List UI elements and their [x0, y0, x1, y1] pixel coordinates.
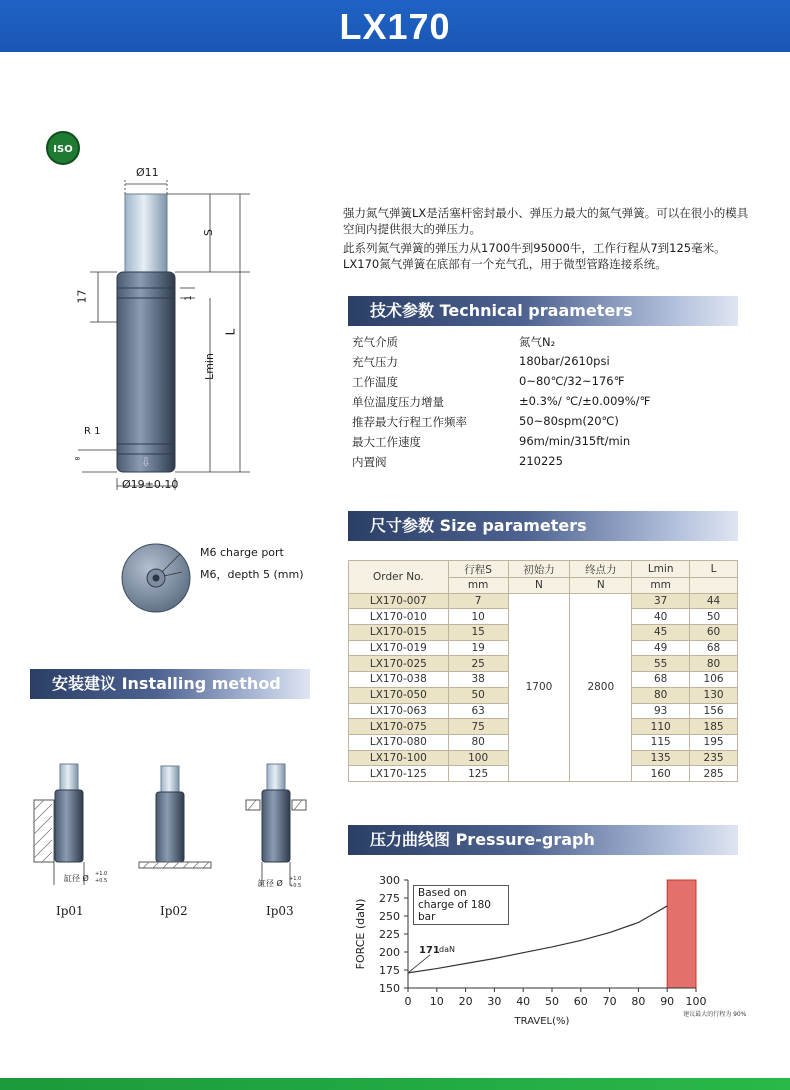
unit-cell: N: [508, 578, 570, 594]
unit-cell: [690, 578, 738, 594]
order-cell: LX170-007: [349, 593, 449, 609]
x-tick-label: 30: [487, 995, 502, 1008]
order-cell: LX170-075: [349, 719, 449, 735]
port-depth-label: M6，depth 5 (mm): [200, 568, 304, 581]
unit-cell: mm: [448, 578, 508, 594]
stroke-cell: 19: [448, 640, 508, 656]
tech-row: [352, 394, 732, 414]
bore-tol-bottom: +0.5: [95, 878, 108, 884]
lmin-cell: 40: [632, 609, 690, 625]
start-value-label: 171: [419, 944, 440, 956]
stroke-cell: 63: [448, 703, 508, 719]
bore-tol-top: +1.0: [95, 871, 108, 877]
tech-value: 210225: [519, 454, 563, 468]
intro-text: [343, 205, 753, 275]
tech-key: 工作温度: [352, 375, 398, 389]
tech-key: 充气介质: [352, 335, 398, 349]
dim-s: S: [201, 229, 215, 236]
bore-label: 缸径 Ø: [64, 874, 89, 883]
stroke-cell: 75: [448, 719, 508, 735]
stroke-cell: 7: [448, 593, 508, 609]
svg-text:⇩: ⇩: [140, 455, 152, 469]
col-header-initial-force: 初始力: [508, 561, 570, 578]
size-table: [348, 560, 738, 782]
tech-value: 0~80℃/32~176℉: [519, 374, 625, 388]
dim-1: 1: [183, 295, 194, 301]
stroke-cell: 100: [448, 750, 508, 766]
x-tick-label: 10: [429, 995, 444, 1008]
tech-key: 充气压力: [352, 355, 398, 369]
col-header-stroke: 行程S: [448, 561, 508, 578]
charge-port-view: [118, 540, 198, 620]
footer-bar: [0, 1078, 790, 1090]
l-cell: 285: [690, 766, 738, 782]
order-cell: LX170-080: [349, 734, 449, 750]
stroke-cell: 50: [448, 687, 508, 703]
col-header-l: L: [690, 561, 738, 578]
install-diagram-ip02: [135, 760, 225, 870]
order-cell: LX170-010: [349, 609, 449, 625]
lmin-cell: 93: [632, 703, 690, 719]
intro-paragraph: 强力氮气弹簧LX是活塞杆密封最小、弹压力最大的氮气弹簧。可以在很小的模具空间内提供很大的弹压力。: [343, 206, 749, 236]
lmin-cell: 115: [632, 734, 690, 750]
y-tick-label: 175: [379, 964, 400, 977]
lmin-cell: 55: [632, 656, 690, 672]
section-header-install: 安装建议 Installing method: [30, 669, 310, 699]
l-cell: 80: [690, 656, 738, 672]
table-row: [349, 593, 738, 609]
order-cell: LX170-125: [349, 766, 449, 782]
lmin-cell: 160: [632, 766, 690, 782]
lmin-cell: 37: [632, 593, 690, 609]
intro-paragraph: 此系列氮气弹簧的弹压力从1700牛到95000牛，工作行程从7到125毫米。LX170氮气弹簧在底部有一个充气孔，用于微型管路连接系统。: [343, 241, 726, 271]
section-header-graph: 压力曲线图 Pressure-graph: [348, 825, 738, 855]
stroke-cell: 10: [448, 609, 508, 625]
install-label-ip03: Ip03: [266, 904, 294, 918]
tech-key: 最大工作速度: [352, 435, 421, 449]
dim-small: 8: [74, 456, 82, 461]
unit-cell: mm: [632, 578, 690, 594]
y-tick-label: 300: [379, 874, 400, 887]
install-label-ip01: Ip01: [56, 904, 84, 918]
l-cell: 156: [690, 703, 738, 719]
start-value-unit: daN: [439, 944, 455, 954]
bore-tol-top: +1.0: [289, 876, 302, 882]
y-tick-label: 150: [379, 982, 400, 995]
x-tick-label: 70: [602, 995, 617, 1008]
page-title: LX170: [339, 6, 451, 47]
pressure-graph: [340, 868, 747, 1038]
dim-r1: R 1: [84, 426, 101, 437]
tech-row: [352, 434, 732, 454]
dim-top-diameter: Ø11: [136, 166, 159, 179]
tech-row: [352, 414, 732, 434]
l-cell: 60: [690, 625, 738, 641]
tech-value: 180bar/2610psi: [519, 354, 610, 368]
col-header-order: Order No.: [349, 561, 449, 594]
tech-value: 氮气N₂: [519, 335, 556, 349]
stroke-cell: 125: [448, 766, 508, 782]
section-header-size: 尺寸参数 Size parameters: [348, 511, 738, 541]
shade-note: 建议最大的行程为 90%: [683, 1011, 747, 1018]
y-tick-label: 275: [379, 892, 400, 905]
stroke-cell: 38: [448, 672, 508, 688]
l-cell: 44: [690, 593, 738, 609]
bore-label: 缸径 Ø: [258, 879, 283, 888]
l-cell: 185: [690, 719, 738, 735]
iso-badge-icon: ISO: [46, 131, 80, 165]
dim-17: 17: [75, 289, 89, 304]
tech-value: 50~80spm(20℃): [519, 414, 619, 428]
order-cell: LX170-025: [349, 656, 449, 672]
x-tick-label: 0: [404, 995, 412, 1008]
lmin-cell: 110: [632, 719, 690, 735]
l-cell: 235: [690, 750, 738, 766]
lmin-cell: 45: [632, 625, 690, 641]
x-tick-label: 100: [685, 995, 707, 1008]
graph-annotation-box: Based on charge of 180 bar: [413, 885, 509, 925]
initial-force-cell: 1700: [508, 593, 570, 781]
lmin-cell: 68: [632, 672, 690, 688]
x-tick-label: 90: [660, 995, 675, 1008]
order-cell: LX170-019: [349, 640, 449, 656]
tech-key: 推荐最大行程工作频率: [352, 415, 467, 429]
install-diagram-ip03: [240, 760, 330, 895]
lmin-cell: 49: [632, 640, 690, 656]
bore-tol-bottom: +0.5: [289, 883, 302, 889]
l-cell: 50: [690, 609, 738, 625]
order-cell: LX170-100: [349, 750, 449, 766]
tech-key: 内置阀: [352, 455, 387, 469]
dim-lmin: Lmin: [202, 353, 216, 380]
l-cell: 106: [690, 672, 738, 688]
stroke-cell: 15: [448, 625, 508, 641]
page-header: [0, 0, 790, 52]
x-tick-label: 20: [458, 995, 473, 1008]
end-force-cell: 2800: [570, 593, 632, 781]
tech-row: [352, 354, 732, 374]
y-tick-label: 250: [379, 910, 400, 923]
order-cell: LX170-015: [349, 625, 449, 641]
dim-bottom-diameter: Ø19±0.10: [122, 478, 179, 491]
lmin-cell: 135: [632, 750, 690, 766]
y-axis-label: FORCE (daN): [354, 898, 367, 970]
x-axis-label: TRAVEL(%): [514, 1016, 570, 1027]
order-cell: LX170-038: [349, 672, 449, 688]
l-cell: 130: [690, 687, 738, 703]
tech-value: 96m/min/315ft/min: [519, 434, 631, 448]
tech-key: 单位温度压力增量: [352, 395, 444, 409]
table-header-row: [349, 561, 738, 578]
section-header-tech: 技术参数 Technical praameters: [348, 296, 738, 326]
x-tick-label: 40: [516, 995, 531, 1008]
stroke-cell: 25: [448, 656, 508, 672]
x-tick-label: 60: [573, 995, 588, 1008]
unit-cell: N: [570, 578, 632, 594]
l-cell: 68: [690, 640, 738, 656]
dim-l: L: [223, 328, 238, 336]
y-tick-label: 225: [379, 928, 400, 941]
x-tick-label: 50: [545, 995, 559, 1008]
stroke-cell: 80: [448, 734, 508, 750]
tech-row: [352, 374, 732, 394]
order-cell: LX170-050: [349, 687, 449, 703]
tech-row: [352, 454, 732, 474]
col-header-lmin: Lmin: [632, 561, 690, 578]
charge-port-label: M6 charge port: [200, 546, 284, 559]
l-cell: 195: [690, 734, 738, 750]
install-label-ip02: Ip02: [160, 904, 188, 918]
y-tick-label: 200: [379, 946, 400, 959]
x-tick-label: 80: [631, 995, 646, 1008]
tech-value: ±0.3%/ ℃/±0.009%/℉: [519, 394, 651, 408]
order-cell: LX170-063: [349, 703, 449, 719]
max-travel-shade: [667, 880, 696, 988]
tech-row: [352, 334, 732, 354]
col-header-end-force: 终点力: [570, 561, 632, 578]
lmin-cell: 80: [632, 687, 690, 703]
